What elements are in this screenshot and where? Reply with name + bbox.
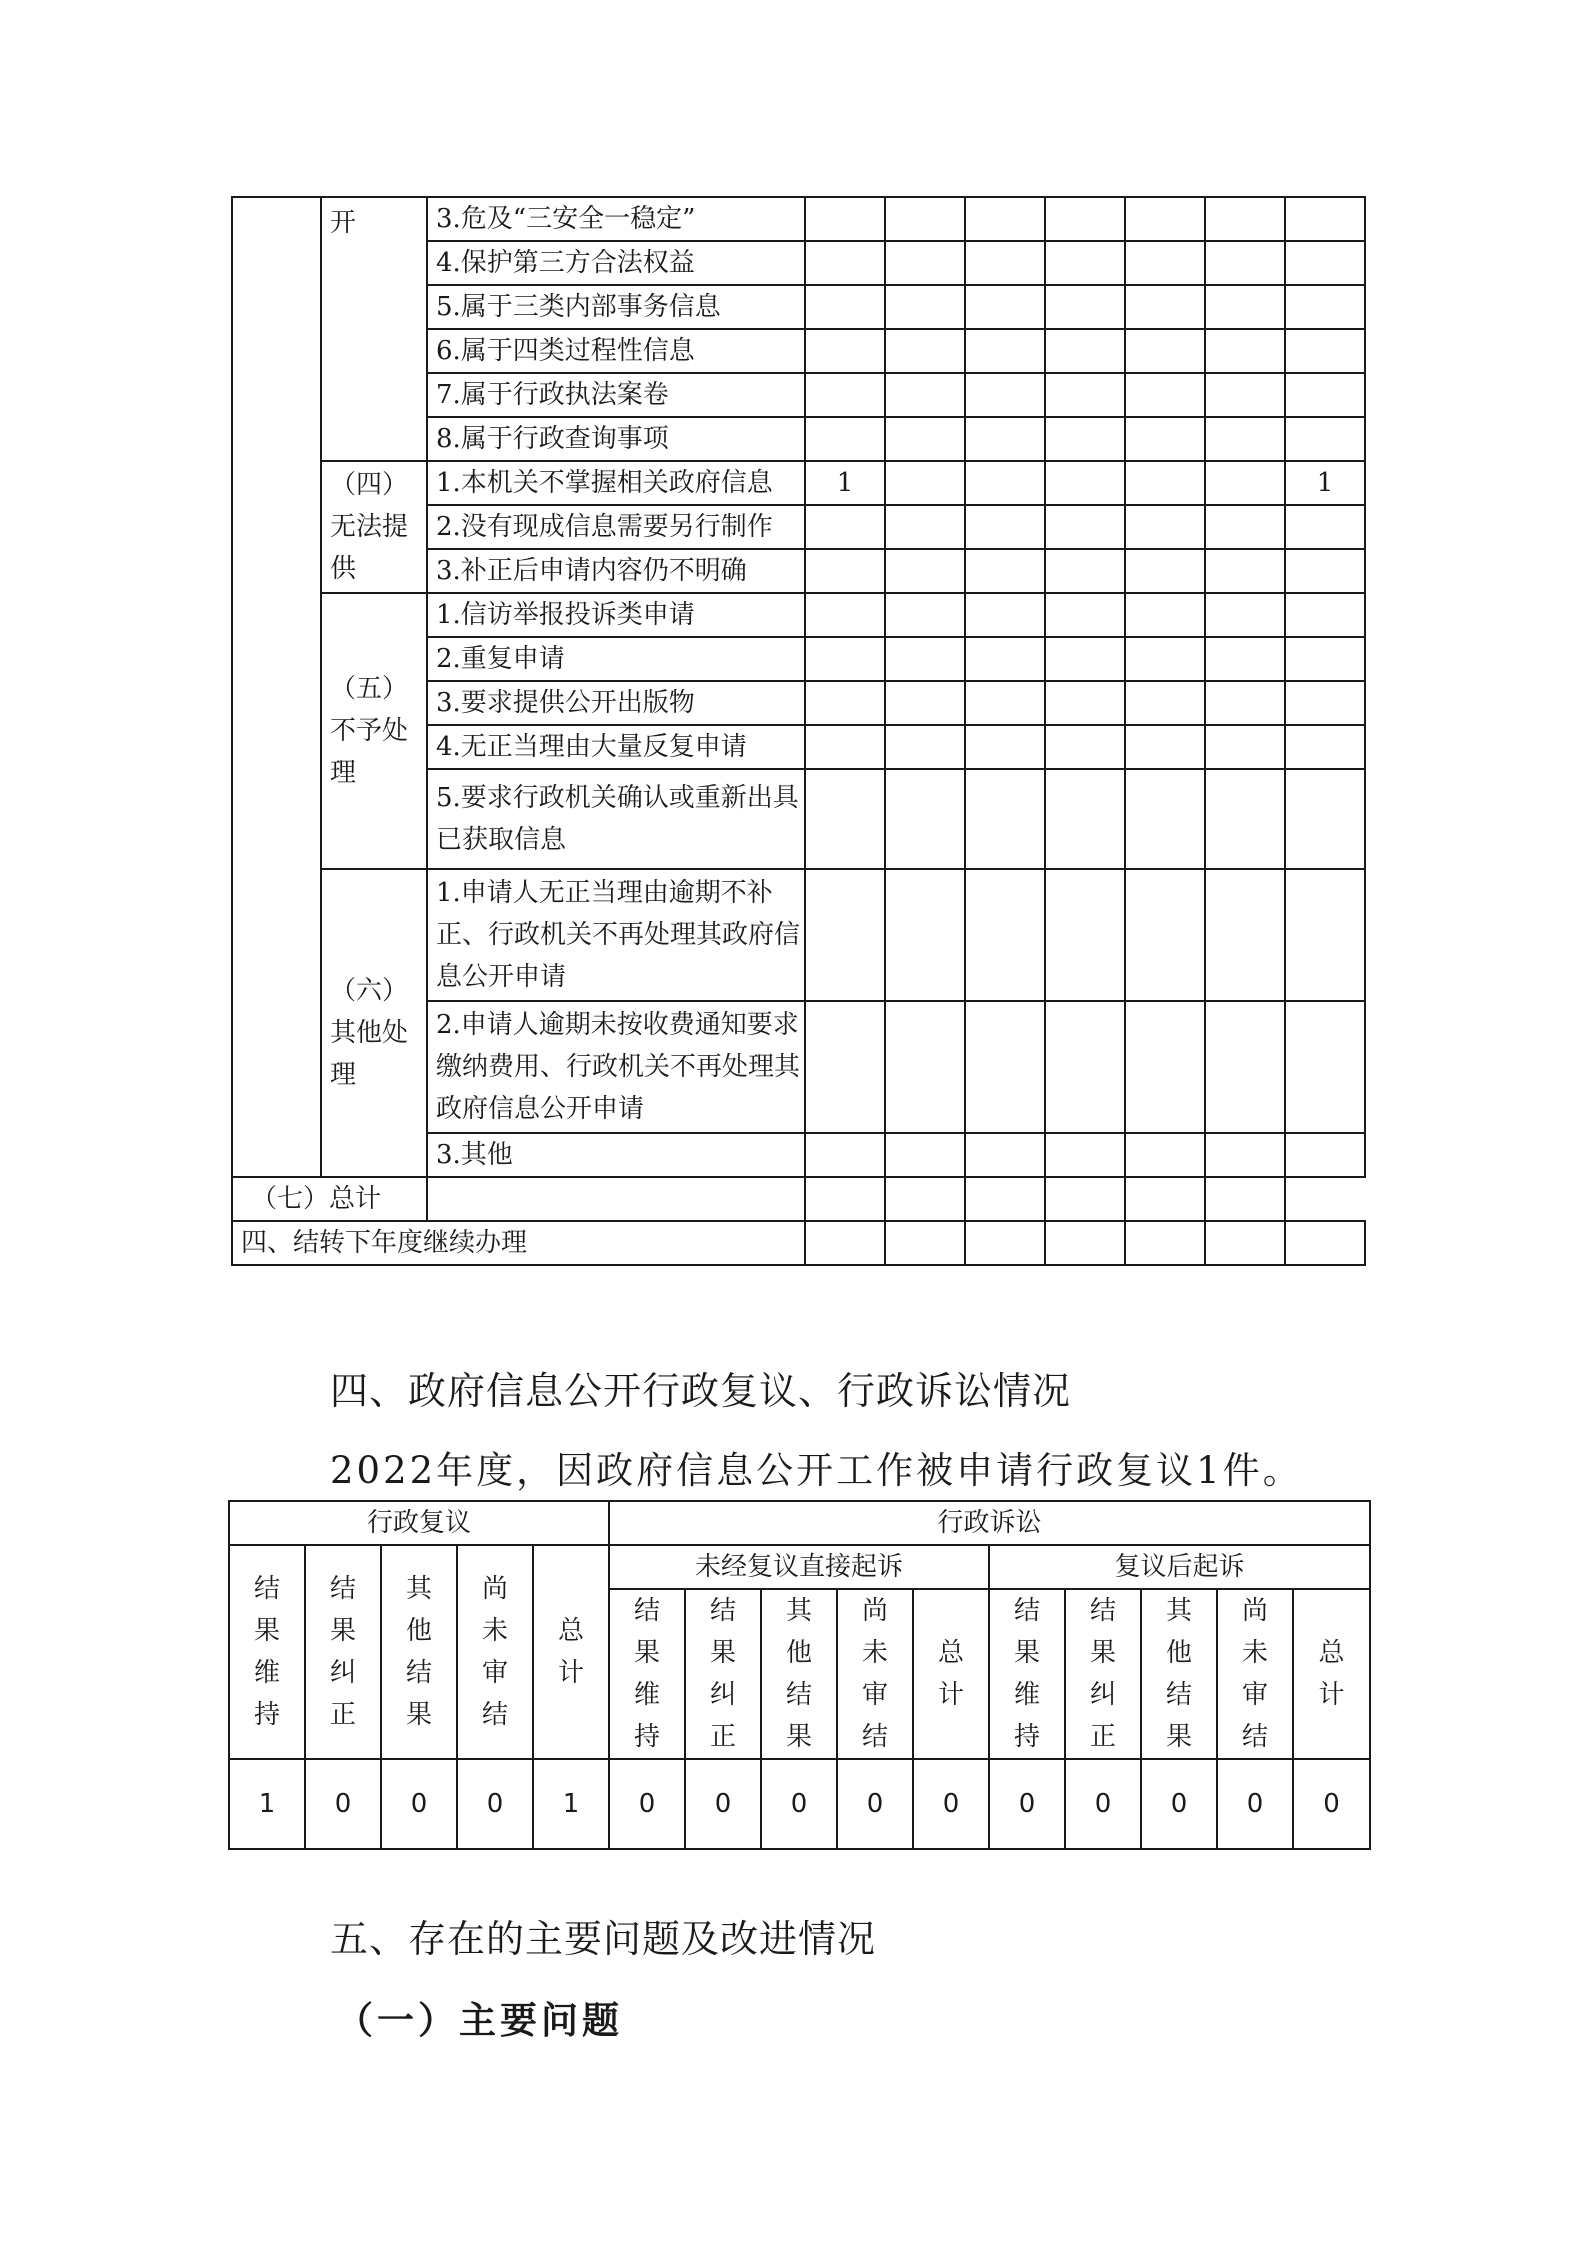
value-cell [1285, 329, 1365, 373]
value-cell [1285, 549, 1365, 593]
value-cell [965, 725, 1045, 769]
item-cell: 3.危及“三安全一稳定” [427, 197, 805, 241]
value-cell [1285, 373, 1365, 417]
litigation-col-header: 总 计 [1293, 1589, 1370, 1759]
value-cell [1285, 241, 1365, 285]
value-cell [1205, 241, 1285, 285]
value-cell: 0 [381, 1759, 457, 1849]
review-litigation-table [228, 1500, 1371, 1850]
value-cell: 0 [913, 1759, 989, 1849]
table-row [232, 593, 1365, 637]
value-cell [965, 1221, 1045, 1265]
value-cell [965, 461, 1045, 505]
value-cell [1285, 869, 1365, 1001]
value-cell [965, 637, 1045, 681]
value-cell [1045, 637, 1125, 681]
value-cell: 0 [457, 1759, 533, 1849]
section-5-subheading: （一）主要问题 [336, 1998, 623, 2042]
value-cell [1285, 197, 1365, 241]
category-cell: （六）其他处理 [321, 869, 427, 1177]
item-cell: 2.申请人逾期未按收费通知要求缴纳费用、行政机关不再处理其政府信息公开申请 [427, 1001, 805, 1133]
value-cell: 0 [761, 1759, 837, 1849]
value-cell [1045, 725, 1125, 769]
value-cell [1205, 329, 1285, 373]
value-cell [805, 1133, 885, 1177]
item-cell: 4.保护第三方合法权益 [427, 241, 805, 285]
value-cell [1045, 869, 1125, 1001]
value-cell [1285, 769, 1365, 869]
category-cell: （五）不予处理 [321, 593, 427, 869]
row-label: 四、结转下年度继续办理 [232, 1221, 805, 1265]
value-cell [1125, 637, 1205, 681]
value-cell [1205, 417, 1285, 461]
value-cell [1125, 417, 1205, 461]
litigation-col-header: 结 果 纠 正 [1065, 1589, 1141, 1759]
value-cell [1045, 1133, 1125, 1177]
item-cell: 3.补正后申请内容仍不明确 [427, 549, 805, 593]
value-cell [1285, 593, 1365, 637]
value-cell [1045, 593, 1125, 637]
litigation-col-header: 其 他 结 果 [761, 1589, 837, 1759]
item-cell: 7.属于行政执法案卷 [427, 373, 805, 417]
value-cell [885, 869, 965, 1001]
header-direct-suit: 未经复议直接起诉 [609, 1545, 989, 1589]
value-cell: 0 [989, 1759, 1065, 1849]
value-cell [805, 417, 885, 461]
litigation-col-header: 结 果 纠 正 [685, 1589, 761, 1759]
value-cell: 0 [1065, 1759, 1141, 1849]
value-cell [1125, 241, 1205, 285]
value-cell [965, 197, 1045, 241]
disposition-table [231, 196, 1366, 1266]
value-cell [805, 329, 885, 373]
value-cell [965, 329, 1045, 373]
item-cell: 3.要求提供公开出版物 [427, 681, 805, 725]
item-cell: 5.属于三类内部事务信息 [427, 285, 805, 329]
value-cell [805, 1221, 885, 1265]
value-cell [965, 373, 1045, 417]
value-cell [1045, 1221, 1125, 1265]
value-cell [1285, 637, 1365, 681]
value-cell [965, 681, 1045, 725]
value-cell [885, 681, 965, 725]
value-cell [1125, 373, 1205, 417]
header-suit-after-review: 复议后起诉 [989, 1545, 1370, 1589]
value-cell: 0 [1141, 1759, 1217, 1849]
value-cell [1125, 461, 1205, 505]
value-cell [1045, 197, 1125, 241]
value-cell [1045, 417, 1125, 461]
value-cell [965, 549, 1045, 593]
value-cell [885, 1221, 965, 1265]
value-cell [1205, 197, 1285, 241]
value-cell [805, 1177, 885, 1221]
value-cell [1125, 769, 1205, 869]
review-litigation-table-body [229, 1501, 1370, 1849]
value-cell [885, 197, 965, 241]
value-cell [1205, 461, 1285, 505]
value-cell [805, 241, 885, 285]
value-cell [885, 1177, 965, 1221]
value-cell [965, 869, 1045, 1001]
value-cell [805, 285, 885, 329]
value-cell [805, 1001, 885, 1133]
value-cell [885, 461, 965, 505]
value-cell [1285, 681, 1365, 725]
value-cell [805, 725, 885, 769]
value-cell: 0 [837, 1759, 913, 1849]
value-cell [1045, 373, 1125, 417]
review-col-header: 总 计 [533, 1545, 609, 1759]
review-col-header: 尚 未 审 结 [457, 1545, 533, 1759]
table-row [232, 461, 1365, 505]
value-cell [1285, 417, 1365, 461]
value-cell [805, 869, 885, 1001]
section-4-heading: 四、政府信息公开行政复议、行政诉讼情况 [330, 1369, 1072, 1413]
value-cell [1205, 505, 1285, 549]
value-cell [885, 1133, 965, 1177]
value-cell [885, 285, 965, 329]
litigation-col-header: 总 计 [913, 1589, 989, 1759]
value-cell [1125, 1177, 1205, 1221]
value-cell [1205, 593, 1285, 637]
category-cell: 开 [321, 197, 427, 461]
value-cell [1125, 681, 1205, 725]
value-cell [1205, 285, 1285, 329]
item-cell: 2.没有现成信息需要另行制作 [427, 505, 805, 549]
value-cell [805, 637, 885, 681]
value-cell [1205, 725, 1285, 769]
value-cell [1205, 1133, 1285, 1177]
value-cell [1125, 285, 1205, 329]
review-col-header: 结 果 纠 正 [305, 1545, 381, 1759]
value-cell [1205, 769, 1285, 869]
review-col-header: 结 果 维 持 [229, 1545, 305, 1759]
value-cell [1125, 725, 1205, 769]
item-cell: 4.无正当理由大量反复申请 [427, 725, 805, 769]
value-cell [885, 593, 965, 637]
value-cell [885, 241, 965, 285]
value-cell [1285, 505, 1365, 549]
value-cell [1205, 1221, 1285, 1265]
value-cell [805, 197, 885, 241]
value-cell: 0 [1293, 1759, 1370, 1849]
value-cell [1205, 549, 1285, 593]
value-cell [1285, 1001, 1365, 1133]
value-cell [1285, 285, 1365, 329]
value-cell [965, 285, 1045, 329]
value-cell [1285, 1221, 1365, 1265]
value-cell: 0 [1217, 1759, 1293, 1849]
header-administrative-litigation: 行政诉讼 [609, 1501, 1370, 1545]
disposition-table-body [232, 197, 1365, 1265]
header-administrative-review: 行政复议 [229, 1501, 609, 1545]
litigation-col-header: 结 果 维 持 [989, 1589, 1065, 1759]
value-cell [885, 549, 965, 593]
value-cell [885, 769, 965, 869]
value-cell [1125, 505, 1205, 549]
table-row [232, 1177, 1365, 1221]
value-cell [965, 593, 1045, 637]
value-cell [805, 505, 885, 549]
header-row [229, 1501, 1370, 1545]
value-cell: 1 [533, 1759, 609, 1849]
value-cell [885, 637, 965, 681]
value-cell [1125, 329, 1205, 373]
table-row [229, 1759, 1370, 1849]
value-cell [965, 769, 1045, 869]
value-cell [1205, 869, 1285, 1001]
value-cell [1205, 637, 1285, 681]
outer-category-cell [232, 197, 321, 1177]
item-cell: 1.申请人无正当理由逾期不补正、行政机关不再处理其政府信息公开申请 [427, 869, 805, 1001]
value-cell [1045, 461, 1125, 505]
value-cell: 1 [1285, 461, 1365, 505]
value-cell [1125, 593, 1205, 637]
value-cell [805, 373, 885, 417]
value-cell [1125, 549, 1205, 593]
review-col-header: 其 他 结 果 [381, 1545, 457, 1759]
item-cell: 3.其他 [427, 1133, 805, 1177]
value-cell [1125, 1221, 1205, 1265]
value-cell: 0 [609, 1759, 685, 1849]
value-cell [1205, 681, 1285, 725]
value-cell [885, 1001, 965, 1133]
value-cell [965, 1133, 1045, 1177]
item-cell: 1.信访举报投诉类申请 [427, 593, 805, 637]
litigation-col-header: 其 他 结 果 [1141, 1589, 1217, 1759]
table-row [232, 197, 1365, 241]
value-cell [1045, 505, 1125, 549]
value-cell: 1 [229, 1759, 305, 1849]
item-cell: 2.重复申请 [427, 637, 805, 681]
table-row [232, 1221, 1365, 1265]
value-cell [1125, 1133, 1205, 1177]
table-row [232, 869, 1365, 1001]
value-cell [885, 373, 965, 417]
value-cell [1205, 1177, 1285, 1221]
value-cell [1285, 725, 1365, 769]
value-cell [1045, 285, 1125, 329]
value-cell [1125, 1001, 1205, 1133]
litigation-col-header: 尚 未 审 结 [1217, 1589, 1293, 1759]
value-cell [965, 241, 1045, 285]
item-cell: 6.属于四类过程性信息 [427, 329, 805, 373]
header-row [229, 1545, 1370, 1589]
value-cell: 0 [305, 1759, 381, 1849]
value-cell [1045, 549, 1125, 593]
row-label: （七）总计 [232, 1177, 427, 1221]
value-cell [805, 769, 885, 869]
value-cell [885, 329, 965, 373]
value-cell [1125, 869, 1205, 1001]
value-cell [885, 725, 965, 769]
value-cell [1045, 769, 1125, 869]
value-cell [885, 505, 965, 549]
value-cell [805, 593, 885, 637]
value-cell: 1 [805, 461, 885, 505]
value-cell [1045, 1177, 1125, 1221]
category-cell: （四）无法提供 [321, 461, 427, 593]
value-cell [805, 681, 885, 725]
value-cell [885, 417, 965, 461]
value-cell [1045, 241, 1125, 285]
value-cell: 0 [685, 1759, 761, 1849]
value-cell [965, 505, 1045, 549]
value-cell [1205, 1001, 1285, 1133]
value-cell [1125, 197, 1205, 241]
value-cell [965, 1177, 1045, 1221]
value-cell [965, 1001, 1045, 1133]
value-cell [1045, 1001, 1125, 1133]
litigation-col-header: 尚 未 审 结 [837, 1589, 913, 1759]
value-cell [1285, 1133, 1365, 1177]
value-cell [1045, 329, 1125, 373]
value-cell [965, 417, 1045, 461]
item-cell: 1.本机关不掌握相关政府信息 [427, 461, 805, 505]
item-cell: 8.属于行政查询事项 [427, 417, 805, 461]
value-cell [427, 1177, 805, 1221]
item-cell: 5.要求行政机关确认或重新出具已获取信息 [427, 769, 805, 869]
value-cell [805, 549, 885, 593]
litigation-col-header: 结 果 维 持 [609, 1589, 685, 1759]
value-cell [1045, 681, 1125, 725]
section-5-heading: 五、存在的主要问题及改进情况 [330, 1917, 877, 1961]
value-cell [1205, 373, 1285, 417]
section-4-paragraph: 2022年度，因政府信息公开工作被申请行政复议1件。 [330, 1449, 1303, 1492]
